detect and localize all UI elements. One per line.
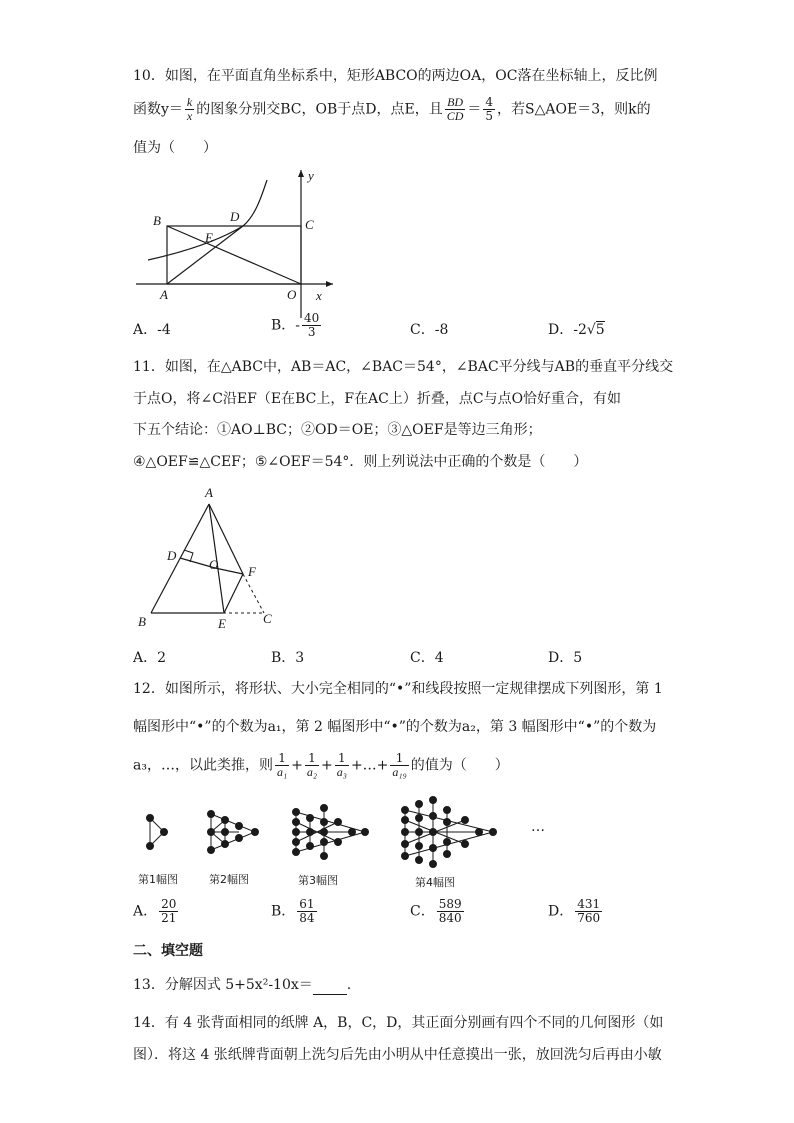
q11-line2: 于点O，将∠C沿EF（E在BC上，F在AC上）折叠，点C与点O恰好重合，有如 xyxy=(133,391,622,407)
q10-option-a[interactable]: A．-4 xyxy=(133,322,171,338)
label-B: B xyxy=(138,614,146,629)
q10-option-d[interactable]: D．-2√5 xyxy=(548,322,605,338)
q14-line1: 14．有 4 张背面相同的纸牌 A，B，C，D，其正面分别画有四个不同的几何图形（如 xyxy=(133,1015,664,1031)
more-dots: … xyxy=(531,819,545,835)
caption-fig1: 第1幅图 xyxy=(138,873,178,886)
q12-line1: 12．如图所示，将形状、大小完全相同的“•”和线段按照一定规律摆成下列图形，第 1 xyxy=(133,681,663,697)
fraction-bd-over-cd: $\frac{BD}{CD}$ xyxy=(446,95,464,123)
q10-line1: 10．如图，在平面直角坐标系中，矩形ABCO的两边OA，OC落在坐标轴上，反比例 xyxy=(133,68,658,84)
q10-figure xyxy=(133,168,333,318)
q12-line2: 幅图形中“•”的个数为a₁，第 2 幅图形中“•”的个数为a₂，第 3 幅图形中“•”的个数为 xyxy=(133,719,657,735)
label-A: A xyxy=(160,287,168,302)
q11-figure xyxy=(133,482,283,632)
q10-line2 xyxy=(133,96,651,123)
q13-line: 13．分解因式 5+5x²-10x＝ . xyxy=(133,977,352,993)
label-y: y xyxy=(308,168,314,183)
label-E: E xyxy=(218,616,226,631)
answer-blank[interactable] xyxy=(313,980,347,995)
caption-fig4: 第4幅图 xyxy=(415,876,455,889)
q10-line2-d: ，若S△AOE＝3，则k的 xyxy=(497,101,651,118)
q12-option-a[interactable]: A． $\frac{20}{21}$ xyxy=(133,897,177,925)
fraction-4-over-5: $\frac{4}{5}$ xyxy=(485,95,494,123)
q12-option-d[interactable]: D． $\frac{431}{760}$ xyxy=(548,897,601,925)
q10-option-b[interactable]: B．- $\frac{40}{3}$ xyxy=(271,311,320,339)
caption-fig3: 第3幅图 xyxy=(298,874,338,887)
label-A: A xyxy=(205,485,213,500)
q11-line1: 11．如图，在△ABC中，AB＝AC，∠BAC＝54°，∠BAC平分线与AB的垂直平分线交 xyxy=(133,359,674,375)
label-E: E xyxy=(205,230,213,245)
q14-line2: 图）．将这 4 张纸牌背面朝上洗匀后先由小明从中任意摸出一张，放回洗匀后再由小敏 xyxy=(133,1047,662,1063)
q11-option-b[interactable]: B．3 xyxy=(271,650,305,666)
q12-pattern-figure xyxy=(133,798,573,888)
label-O: O xyxy=(209,557,219,572)
q10-option-c[interactable]: C．-8 xyxy=(410,322,449,338)
q10-line2-c: ＝ xyxy=(467,101,482,118)
caption-fig2: 第2幅图 xyxy=(209,873,249,886)
q12-line3: a₃，…，以此类推，则 $\frac{1}{\text{a₁}}$ + $\frac{1}{\text{a₂}}$ + $\frac{1}{\text{a₃}}$ +…+ $\frac{1}{\text{a₁₉}}$ 的值为（ ） xyxy=(133,751,509,779)
sqrt-icon: √ xyxy=(586,322,596,338)
q10-line2-a: 函数y＝ xyxy=(133,101,183,118)
q11-option-d[interactable]: D．5 xyxy=(548,650,583,666)
q12-option-c[interactable]: C． $\frac{589}{840}$ xyxy=(410,897,462,925)
q11-line3: 下五个结论：①AO⊥BC；②OD＝OE；③△OEF是等边三角形； xyxy=(133,422,542,438)
label-D: D xyxy=(230,209,240,224)
q11-option-c[interactable]: C．4 xyxy=(410,650,444,666)
q12-option-b[interactable]: B． $\frac{61}{84}$ xyxy=(271,897,315,925)
q11-line4: ④△OEF≌△CEF；⑤∠OEF＝54°．则上列说法中正确的个数是（ ） xyxy=(133,454,588,470)
label-O: O xyxy=(287,287,297,302)
q10-line3: 值为（ ） xyxy=(133,140,217,156)
section-title-fill-in: 二、填空题 xyxy=(133,943,203,959)
q10-line2-b: 的图象分别交BC，OB于点D，点E，且 xyxy=(196,101,443,118)
fraction-k-over-x: $\frac{k}{x}$ xyxy=(186,95,193,123)
label-C: C xyxy=(263,611,272,626)
label-D: D xyxy=(167,548,177,563)
label-F: F xyxy=(248,564,256,579)
label-C: C xyxy=(305,217,314,232)
label-B: B xyxy=(153,213,161,228)
label-x: x xyxy=(316,288,322,303)
q11-option-a[interactable]: A．2 xyxy=(133,650,167,666)
